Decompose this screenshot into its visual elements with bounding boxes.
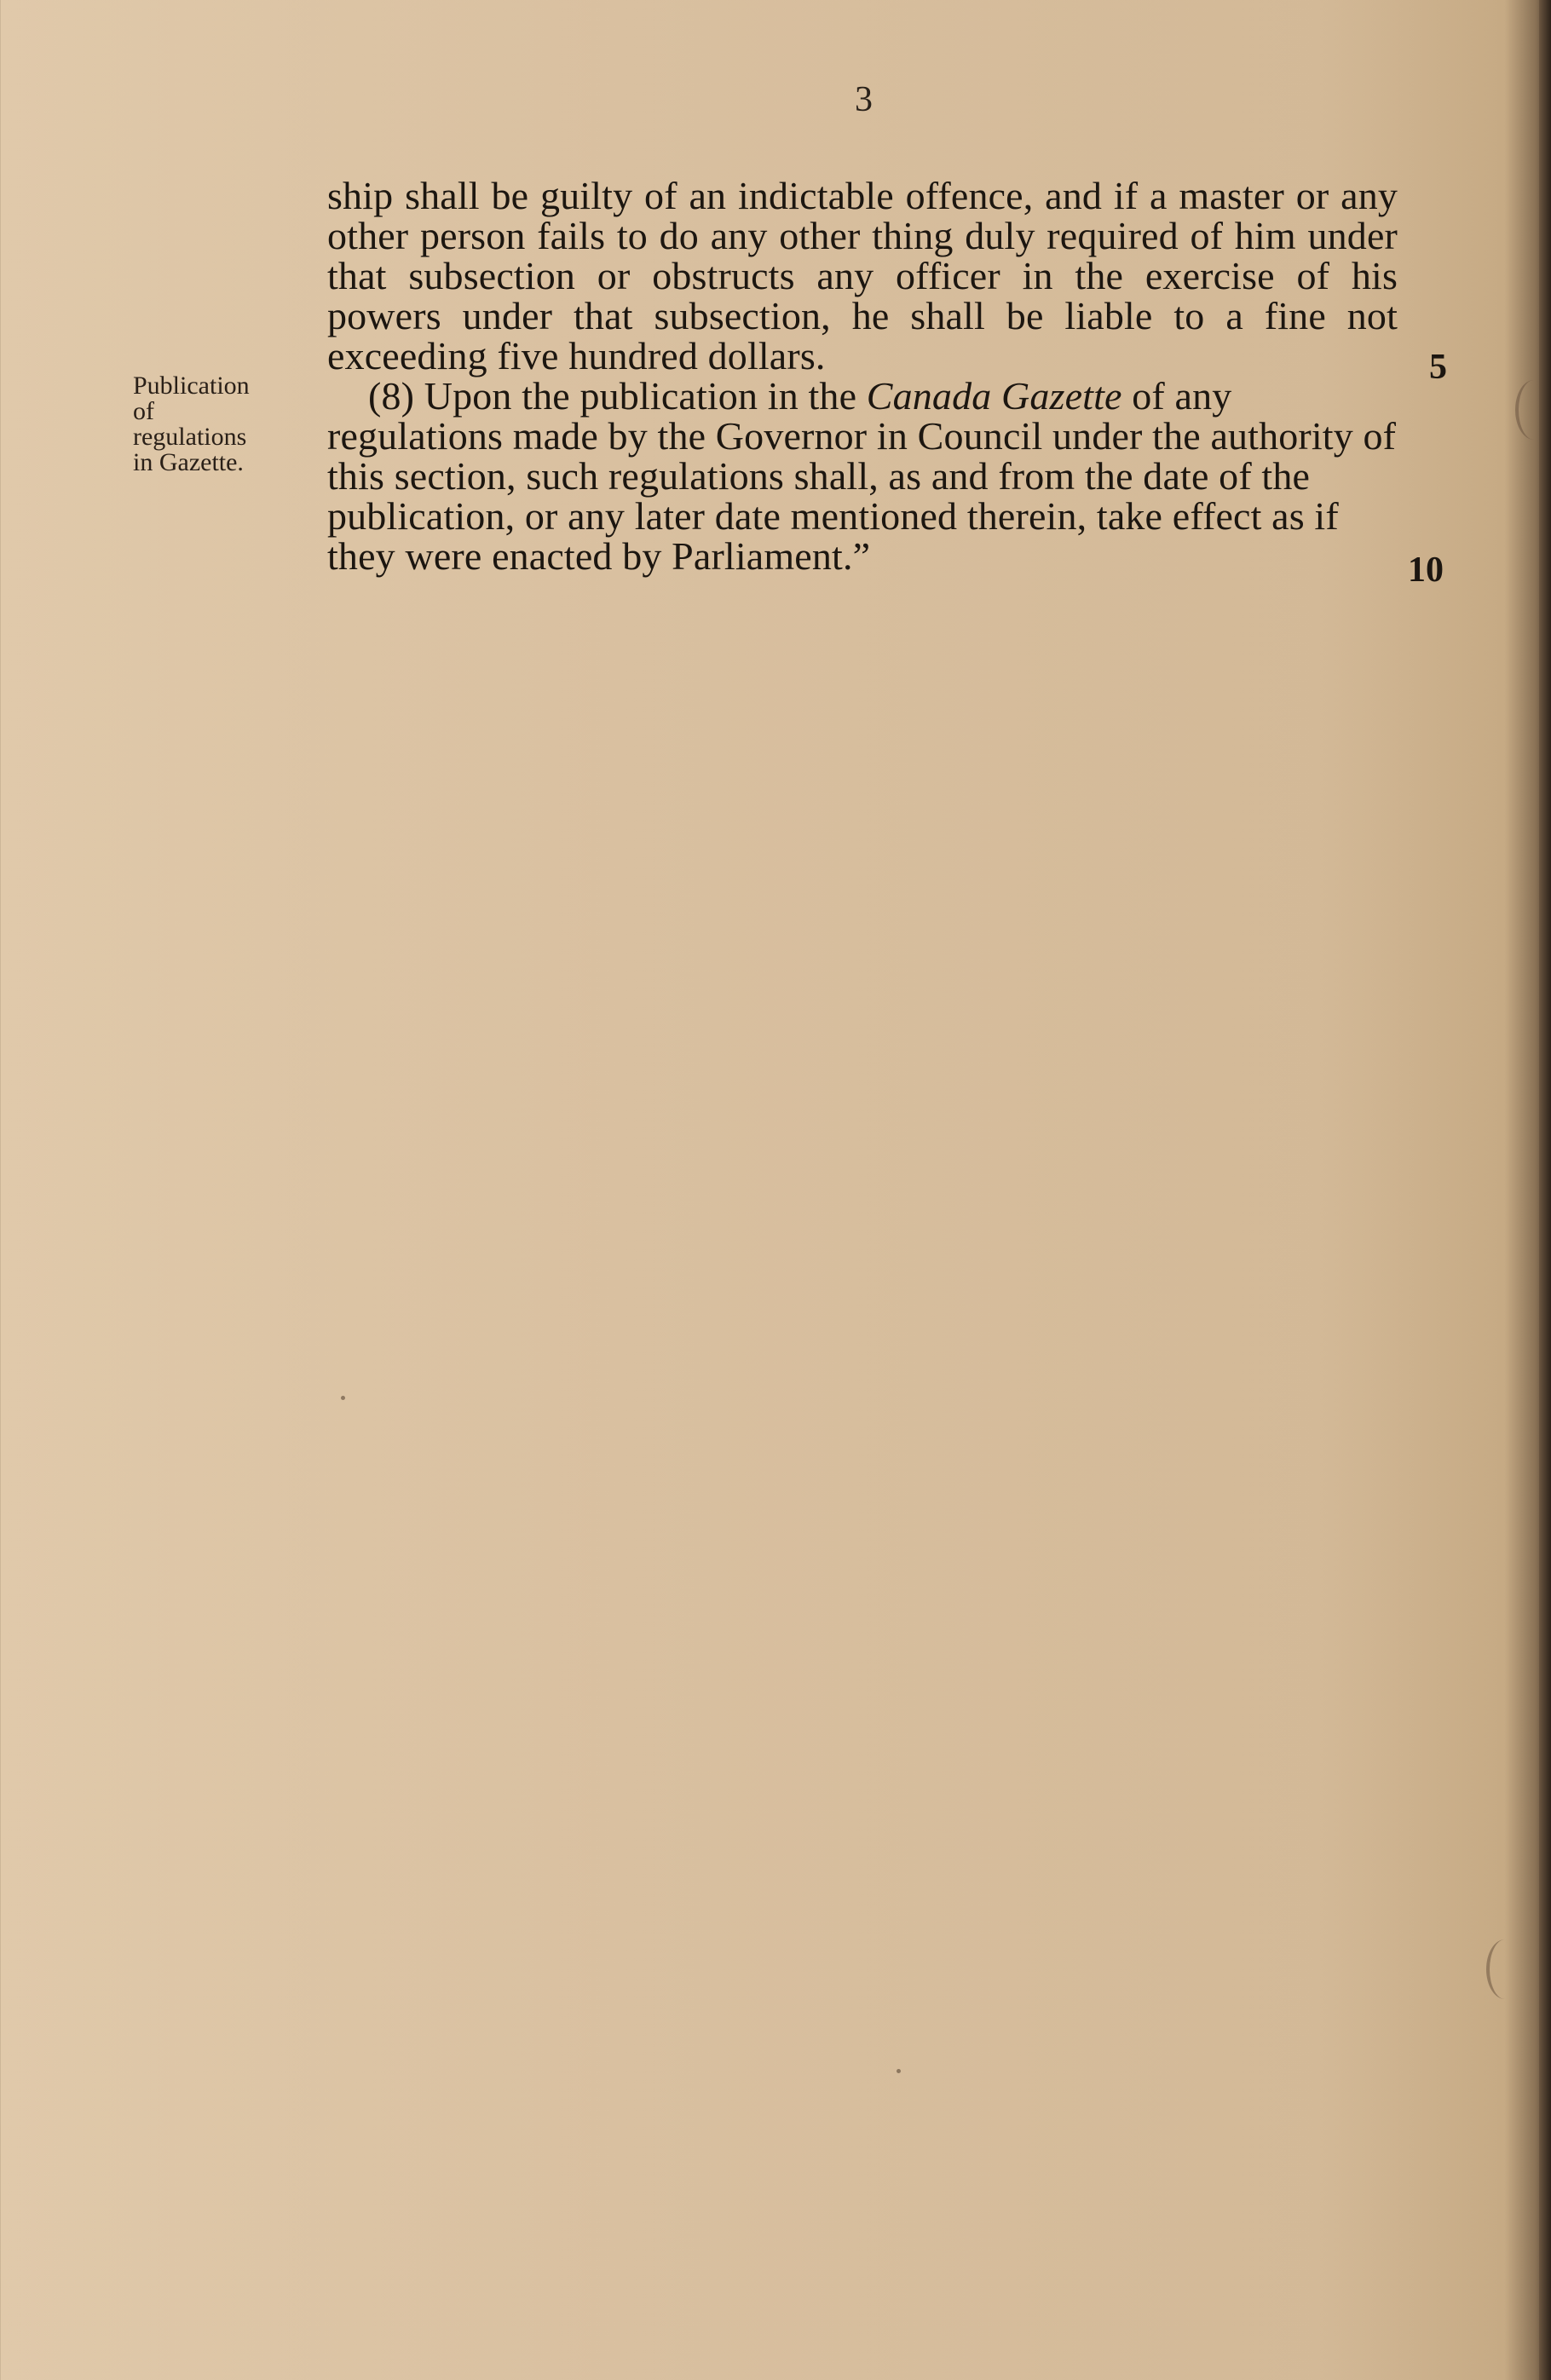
page-edge-shadow <box>1539 0 1551 2380</box>
line-number-5: 5 <box>1429 348 1447 387</box>
paragraph-continuation: ship shall be guilty of an indictable offence, and if a master or any other person fails to do any other thing duly required of him under that subsection or obstructs any officer in the exercise of his powers under that subsection, he shall be liable to a fine not exceeding five hundred dollars. <box>327 174 1398 377</box>
line-number-10: 10 <box>1408 550 1444 590</box>
marginal-note-line: in Gazette. <box>133 448 244 476</box>
paragraph-text: of any regulations made by the Governor in Council under the authority of this section, such regulations shall, as and from the date of the publication, or any later date mentioned therein, take effect as if they were enacted by Parliament.” <box>327 374 1397 578</box>
gazette-title: Canada Gazette <box>866 374 1122 418</box>
paper-speck <box>341 1396 345 1400</box>
marginal-note-line: regulations <box>133 423 247 451</box>
paragraph-text: (8) Upon the publication in the <box>368 374 867 418</box>
marginal-note-line: Publication <box>133 372 250 400</box>
binding-hole-mark <box>1486 1939 1524 1999</box>
paper-speck <box>897 2069 901 2073</box>
page-number: 3 <box>855 80 873 119</box>
marginal-note <box>133 373 303 475</box>
binding-hole-mark <box>1515 380 1551 440</box>
paragraph-subsection-8 <box>327 376 1398 576</box>
marginal-note-line: of <box>133 397 154 425</box>
body-text <box>327 176 1398 576</box>
